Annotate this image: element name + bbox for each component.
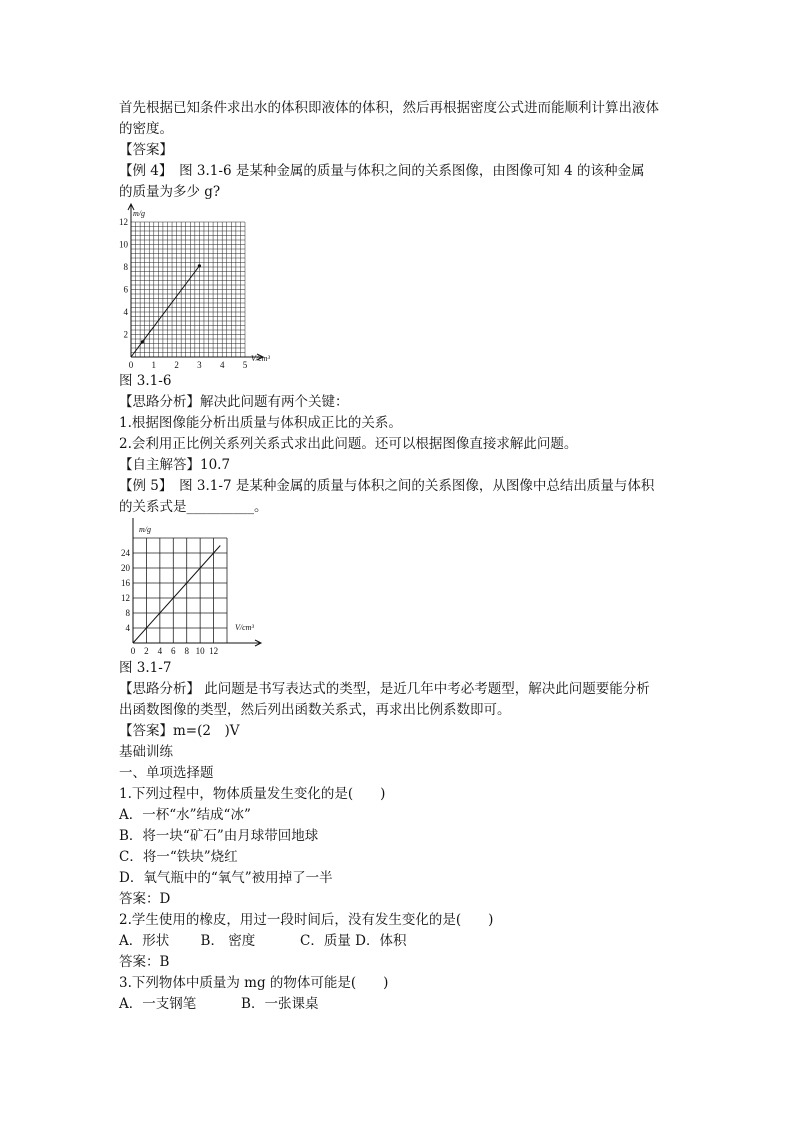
document-page bbox=[119, 98, 679, 1015]
y-axis-label: m/g bbox=[139, 525, 151, 534]
self-answer: 【自主解答】10.7 bbox=[119, 457, 231, 473]
analysis-point-1: 1.根据图像能分析出质量与体积成正比的关系。 bbox=[119, 415, 402, 431]
question-1-option-c: C．将一“铁块”烧红 bbox=[119, 849, 238, 865]
mass-volume-chart-2 bbox=[119, 518, 289, 658]
question-2: 2.学生使用的橡皮，用过一段时间后，没有发生变化的是( ) bbox=[119, 912, 494, 928]
figure-3-1-7-caption: 图 3.1-7 bbox=[119, 660, 172, 676]
example-5-question: 【例 5】 图 3.1-7 是某种金属的质量与体积之间的关系图像，从图像中总结出质量与体积 bbox=[119, 478, 655, 494]
chart-grid bbox=[131, 222, 245, 357]
y-tick-label: 6 bbox=[123, 284, 128, 295]
y-tick-label: 16 bbox=[121, 578, 130, 588]
data-point bbox=[198, 264, 201, 267]
x-tick-label: 4 bbox=[219, 360, 225, 370]
analysis-point-2: 2.会利用正比例关系列关系式求出此问题。还可以根据图像直接求解此问题。 bbox=[119, 436, 578, 452]
x-tick-label: 3 bbox=[197, 360, 202, 370]
y-tick-label: 12 bbox=[121, 593, 130, 603]
y-tick-label: 8 bbox=[125, 608, 130, 618]
mass-volume-chart-1 bbox=[119, 203, 289, 371]
analysis-text: 【思路分析】 此问题是书写表达式的类型，是近几年中考必考题型，解决此问题要能分析 bbox=[119, 681, 650, 697]
basic-training-heading: 基础训练 bbox=[119, 744, 173, 760]
answer-label: 【答案】 bbox=[119, 142, 173, 158]
y-tick-label: 4 bbox=[123, 307, 128, 317]
intro-text-cont: 的密度。 bbox=[119, 121, 173, 137]
y-tick-label: 10 bbox=[119, 239, 128, 250]
y-tick-label: 4 bbox=[125, 623, 130, 633]
x-tick-label: 1 bbox=[151, 360, 157, 370]
y-tick-label: 20 bbox=[121, 563, 130, 573]
x-tick-label: 2 bbox=[174, 360, 179, 370]
question-1: 1.下列过程中，物体质量发生变化的是( ) bbox=[119, 786, 386, 802]
x-tick-label: 0 bbox=[130, 646, 136, 656]
x-tick-label: 5 bbox=[242, 360, 248, 370]
y-tick-label: 2 bbox=[123, 329, 128, 340]
intro-text: 首先根据已知条件求出水的体积即液体的体积，然后再根据密度公式进而能顺利计算出液体 bbox=[119, 100, 659, 116]
y-tick-label: 8 bbox=[123, 262, 128, 272]
x-tick-label: 2 bbox=[144, 646, 149, 656]
y-tick-label: 24 bbox=[121, 548, 130, 558]
example-5-answer: 【答案】m=(2 )V bbox=[119, 723, 240, 739]
y-tick-label: 12 bbox=[119, 217, 128, 227]
x-tick-label: 6 bbox=[171, 646, 176, 656]
x-tick-label: 4 bbox=[157, 646, 163, 656]
question-1-option-b: B．将一块“矿石”由月球带回地球 bbox=[119, 828, 319, 844]
question-3: 3.下列物体中质量为 mg 的物体可能是( ) bbox=[119, 975, 389, 991]
question-2-options: A．形状 B． 密度 C．质量 D．体积 bbox=[119, 933, 407, 949]
x-axis-label: V/cm³ bbox=[235, 623, 254, 632]
figure-3-1-6-caption: 图 3.1-6 bbox=[119, 373, 172, 389]
x-tick-label: 10 bbox=[195, 646, 205, 656]
x-tick-label: 0 bbox=[128, 360, 134, 370]
example-4-question-cont: 的质量为多少 g? bbox=[119, 184, 221, 200]
x-tick-label: 8 bbox=[184, 646, 189, 656]
example-4-question: 【例 4】 图 3.1-6 是某种金属的质量与体积之间的关系图像，由图像可知 4 的该种金属 bbox=[119, 163, 645, 179]
y-axis-label: m/g bbox=[133, 209, 145, 218]
section-heading: 一、单项选择题 bbox=[119, 765, 214, 781]
x-tick-label: 12 bbox=[209, 646, 219, 656]
question-1-answer: 答案：D bbox=[119, 891, 171, 907]
question-2-answer: 答案：B bbox=[119, 954, 170, 970]
question-1-option-a: A．一杯“水”结成“冰” bbox=[119, 807, 251, 823]
analysis-heading: 【思路分析】解决此问题有两个关键： bbox=[119, 394, 349, 410]
data-point bbox=[141, 340, 144, 343]
analysis-text-cont: 出函数图像的类型，然后列出函数关系式，再求出比例系数即可。 bbox=[119, 702, 511, 718]
x-axis-label: V/cm³ bbox=[251, 354, 270, 363]
question-1-option-d: D．氧气瓶中的“氧气”被用掉了一半 bbox=[119, 870, 333, 886]
question-3-options: A．一支钢笔 B．一张课桌 bbox=[119, 996, 319, 1012]
example-5-question-cont: 的关系式是__________。 bbox=[119, 499, 268, 515]
